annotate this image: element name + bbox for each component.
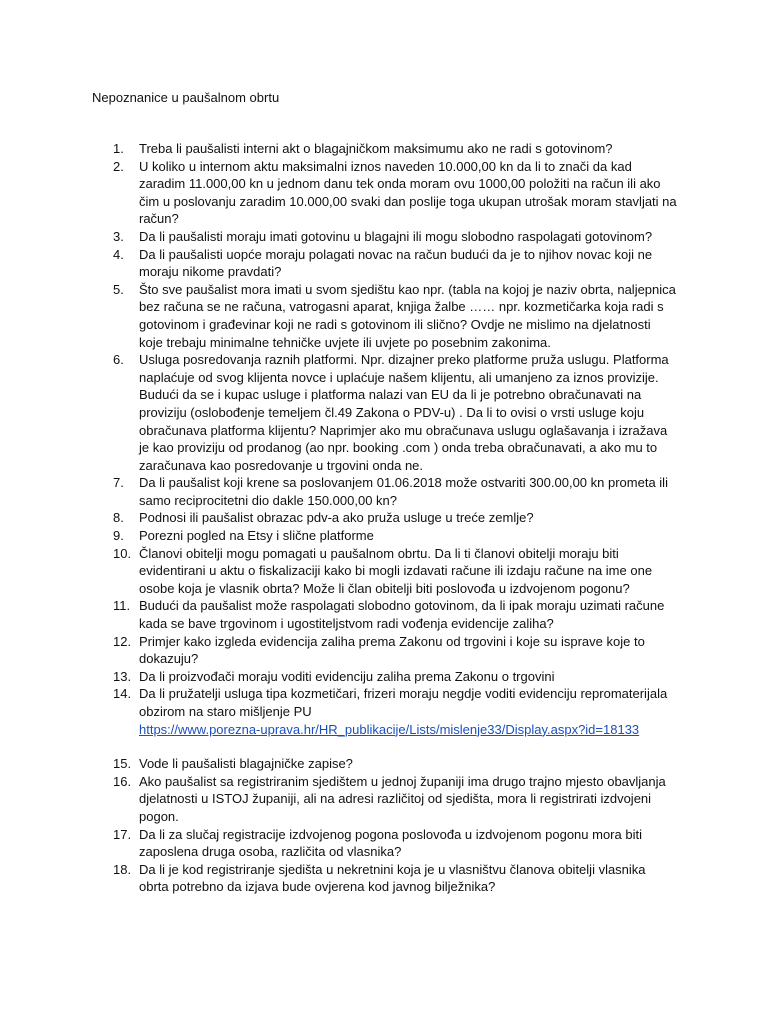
question-text: Da li paušalist koji krene sa poslovanjem 01.06.2018 može ostvariti 300.00,00 kn prometa ili samo reciprocitetni dio dakle 150.000,00 kn? — [139, 475, 668, 508]
question-number: 18. — [113, 861, 132, 877]
question-item — [0, 668, 677, 686]
question-item — [0, 281, 677, 351]
page-title: Nepoznanice u paušalnom obrtu — [92, 90, 280, 105]
question-text: Primjer kako izgleda evidencija zaliha prema Zakonu od trgovini i koje su isprave koje to dokazuju? — [139, 633, 645, 667]
question-item — [0, 246, 677, 281]
question-number: 4. — [113, 246, 124, 262]
question-item — [0, 158, 677, 228]
question-number: 15. — [113, 756, 132, 772]
question-item — [0, 773, 677, 826]
question-number: 5. — [113, 281, 124, 297]
question-item — [0, 474, 677, 509]
question-item — [0, 685, 677, 738]
question-item — [0, 509, 677, 527]
question-number: 7. — [113, 475, 124, 491]
question-number: 13. — [113, 668, 132, 684]
question-item — [0, 755, 677, 773]
question-text: Što sve paušalist mora imati u svom sjedištu kao npr. (tabla na kojoj je naziv obrta, naljepnica bez računa se ne računa, vatrogasni aparat, knjiga žalbe …… npr. kozmetičarka koja radi s gotovinom i građevinar koji ne radi s gotovinom ili slično? Ovdje ne mislimo na djelatnosti koje trebaju minimalne tehničke uvjete ili uvjete po posebnim zakonima. — [139, 281, 676, 350]
question-item — [0, 527, 677, 545]
question-number: 2. — [113, 158, 124, 174]
question-item — [0, 140, 677, 158]
question-text: Članovi obitelji mogu pomagati u paušalnom obrtu. Da li ti članovi obitelji moraju biti evidentirani u aktu o fiskalizaciji kako bi mogli izdavati račune ili izdaju račune na ime one osobe koja je vlasnik obrta? Može li član obitelji biti poslovođa u izdvojenom pogonu? — [139, 545, 653, 596]
question-text: U koliko u internom aktu maksimalni iznos naveden 10.000,00 kn da li to znači da kad zaradim 11.000,00 kn u jednom danu tek onda moram ovu 1000,00 položiti na račun ili ako čim u poslovanju zaradim 10.000,00 svaki dan poslije toga ukupan utrošak moram stavljati na račun? — [139, 158, 677, 227]
question-number: 10. — [113, 545, 132, 561]
question-text: Da li pružatelji usluga tipa kozmetičari, frizeri moraju negdje voditi evidenciju repromaterijala obzirom na staro mišljenje PU — [139, 686, 668, 719]
question-number: 11. — [113, 598, 131, 614]
question-number: 8. — [113, 510, 124, 526]
question-number: 14. — [113, 686, 132, 702]
question-number: 12. — [113, 633, 132, 649]
question-text: Da li paušalisti uopće moraju polagati novac na račun budući da je to njihov novac koji ne moraju nikome pravdati? — [139, 246, 653, 280]
question-number: 16. — [113, 773, 132, 789]
question-item — [0, 351, 677, 474]
question-text: Da li je kod registriranje sjedišta u nekretnini koja je u vlasništvu članova obitelji vlasnika obrta potrebno da izjava bude ovjerena kod javnog bilježnika? — [139, 861, 646, 895]
question-text: Vode li paušalisti blagajničke zapise? — [139, 756, 353, 772]
question-text: Porezni pogled na Etsy i slične platforme — [139, 528, 374, 544]
question-number: 6. — [113, 352, 124, 368]
question-item — [0, 228, 677, 246]
question-item — [0, 597, 677, 632]
question-item — [0, 826, 677, 861]
question-text: Ako paušalist sa registriranim sjedištem u jednoj županiji ima drugo trajno mjesto obavljanja djelatnosti u ISTOJ županiji, ali na adresi različitoj od sjedišta, mora li registrirati izdvojeni pogon. — [139, 773, 666, 824]
question-text: Budući da paušalist može raspolagati slobodno gotovinom, da li ipak moraju uzimati račune kada se bave trgovinom i ugostiteljstvom radi vođenja evidencije zaliha? — [139, 598, 665, 632]
question-list — [0, 140, 768, 896]
question-text: Da li paušalisti moraju imati gotovinu u blagajni ili mogu slobodno raspolagati gotovinom? — [139, 228, 653, 244]
reference-link[interactable]: https://www.porezna-uprava.hr/HR_publikacije/Lists/mislenje33/Display.aspx?id=18133 — [139, 721, 640, 737]
question-number: 3. — [113, 228, 124, 244]
question-text: Da li za slučaj registracije izdvojenog pogona poslovođa u izdvojenom pogonu mora biti zaposlena druga osoba, različita od vlasnika? — [139, 826, 642, 860]
question-text: Da li proizvođači moraju voditi evidenciju zaliha prema Zakonu o trgovini — [139, 668, 555, 684]
question-item — [0, 861, 677, 896]
question-item — [0, 633, 677, 668]
question-number: 1. — [113, 141, 124, 156]
question-number: 17. — [113, 826, 132, 842]
question-text: Usluga posredovanja raznih platformi. Npr. dizajner preko platforme pruža uslugu. Platforma naplaćuje od svog klijenta novce i uplaćuje našem klijentu, ali umanjeno za iznos provizije. Budući da se i kupac usluge i platforma nalazi van EU da li je potrebno obračunavati na proviziju (oslobođenje temeljem čl.49 Zakona o PDV-u) . Da li to ovisi o vrsti usluge koju obračunava platforma klijentu? Naprimjer ako mu obračunava uslugu oglašavanja i izražava je kao proviziju od prodanog (ao npr. booking .com ) onda treba obračunavati, a ako mu to zaračunava kao posredovanje u trgovini onda ne. — [139, 352, 669, 473]
question-text: Podnosi ili paušalist obrazac pdv-a ako pruža usluge u treće zemlje? — [139, 510, 534, 526]
question-text: Treba li paušalisti interni akt o blagajničkom maksimumu ako ne radi s gotovinom? — [139, 141, 613, 156]
question-number: 9. — [113, 528, 124, 544]
question-item — [0, 545, 677, 598]
